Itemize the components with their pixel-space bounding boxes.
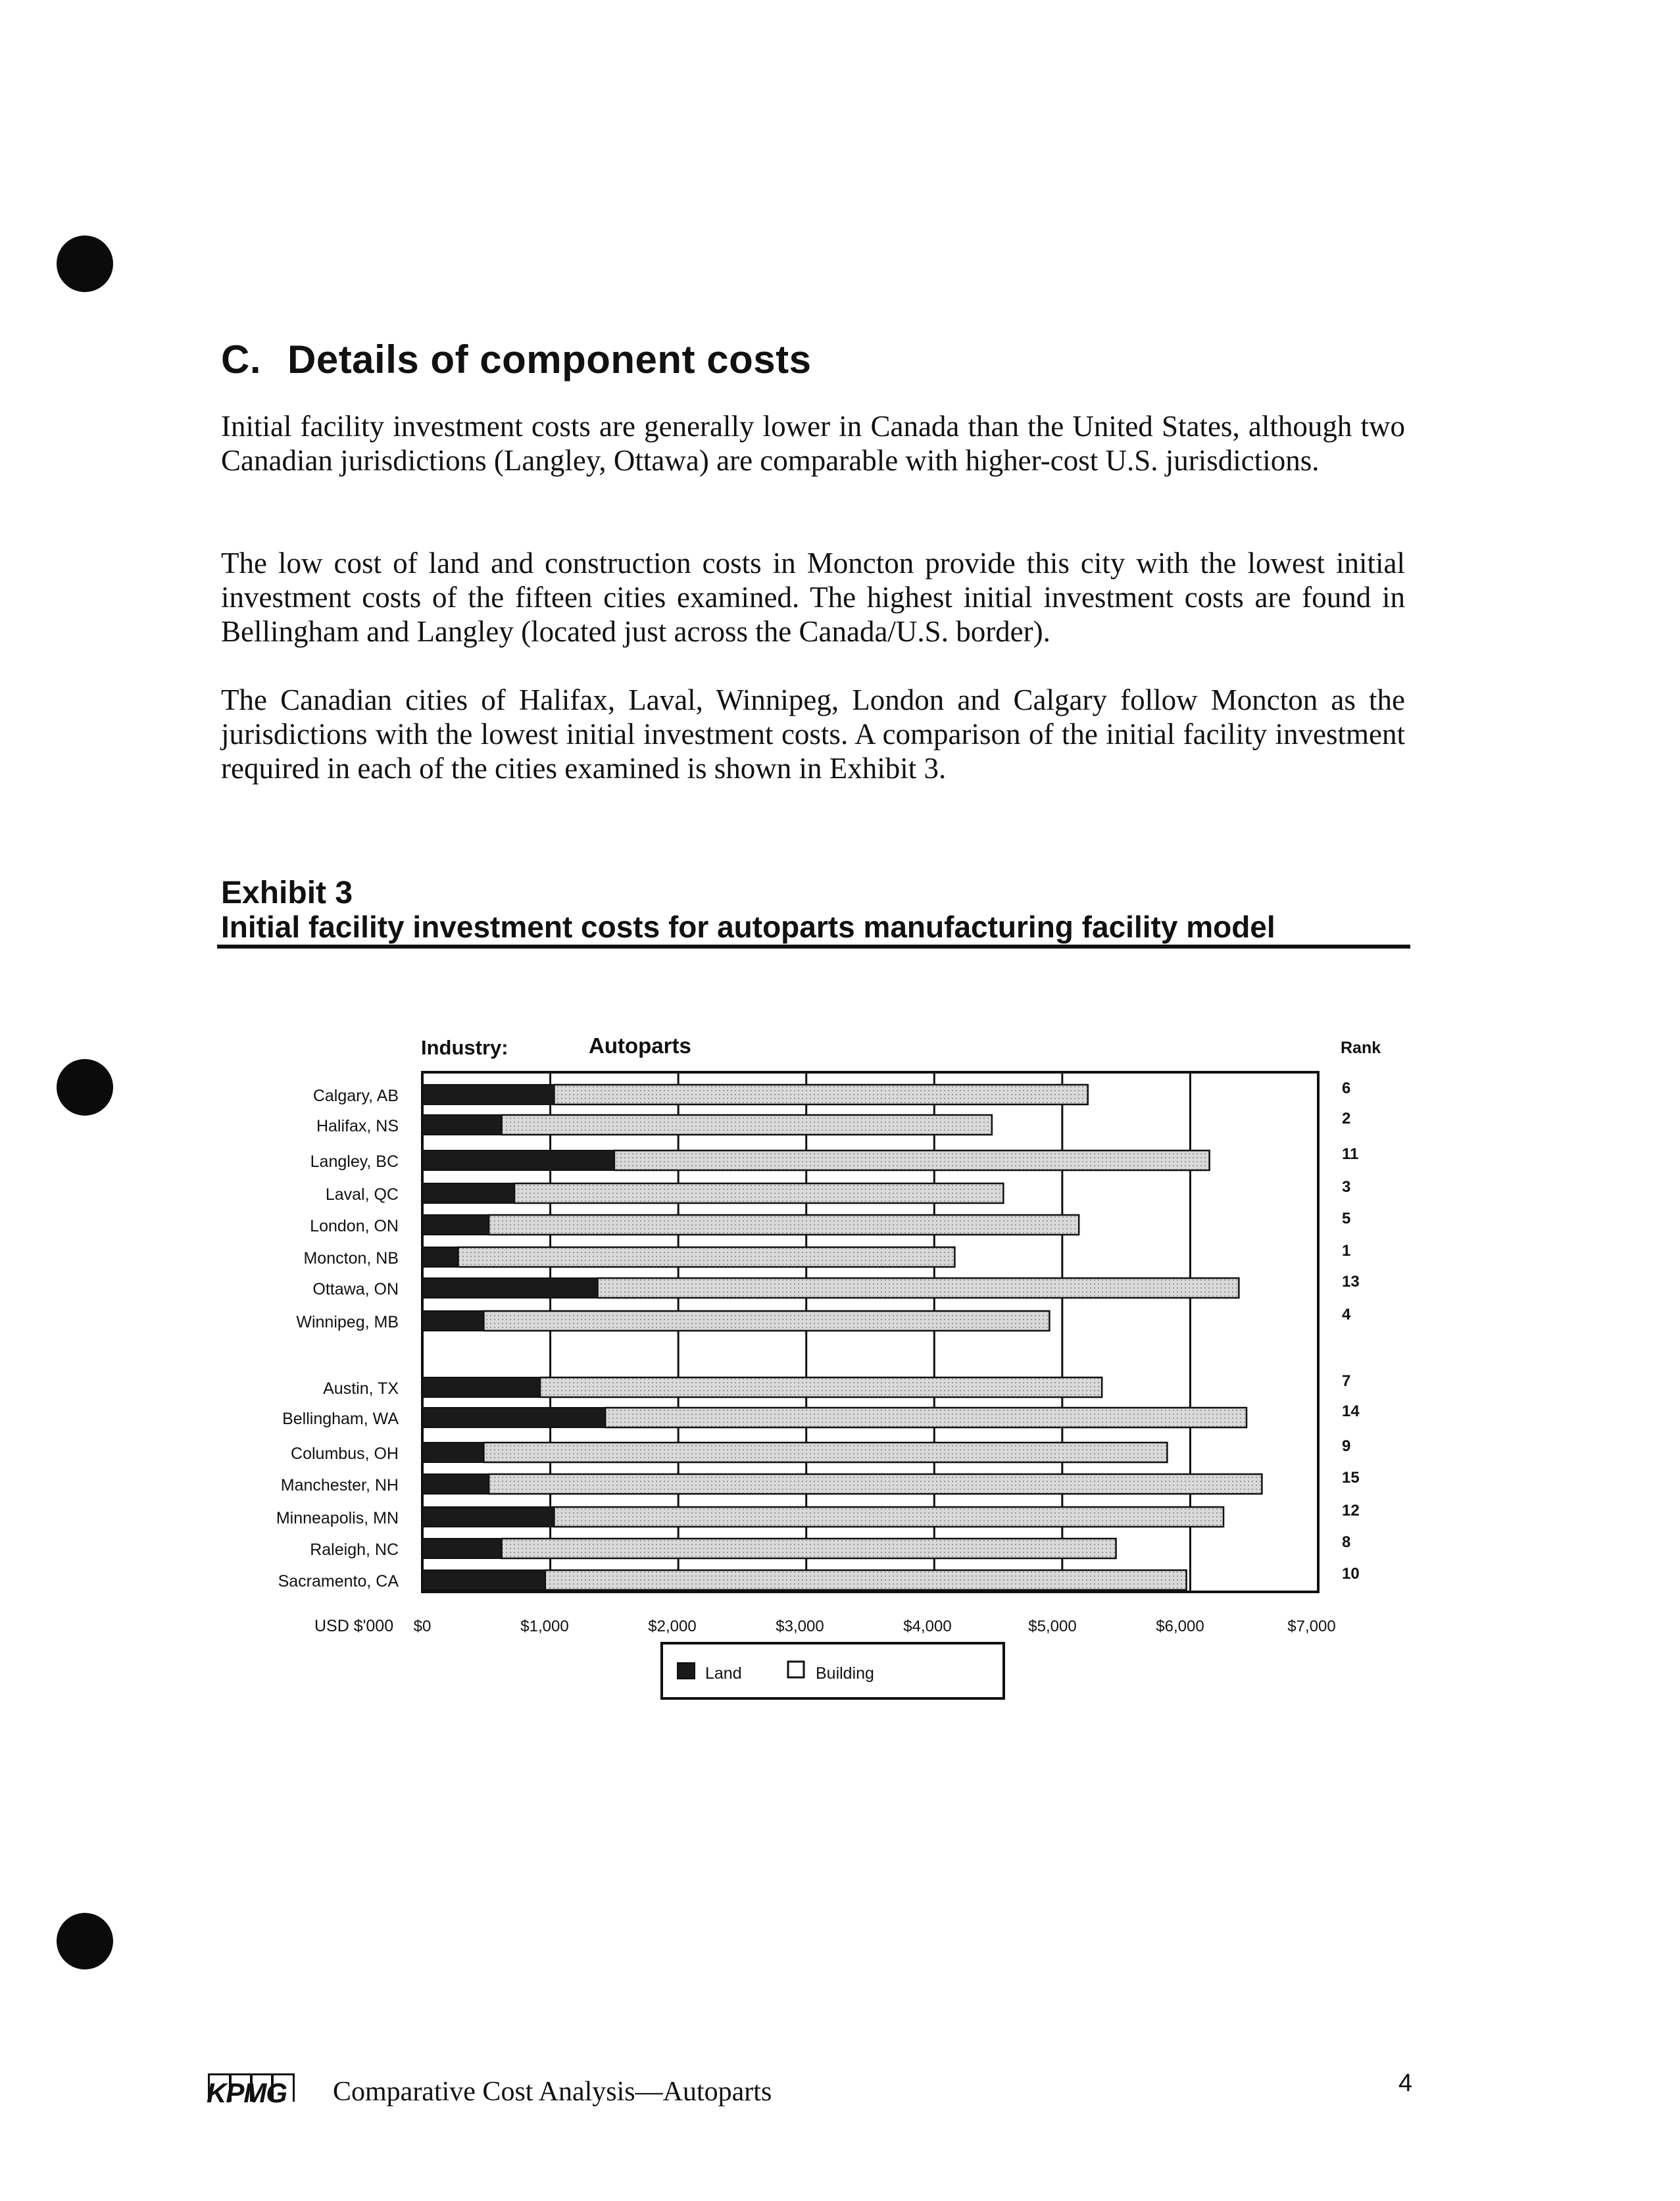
x-tick-label: $1,000 — [520, 1618, 569, 1635]
building-bar — [605, 1408, 1247, 1427]
land-bar — [422, 1115, 502, 1135]
rank-value: 1 — [1342, 1242, 1351, 1260]
city-label: Langley, BC — [310, 1152, 399, 1171]
punch-hole-bottom — [57, 1913, 113, 1969]
city-label: Ottawa, ON — [312, 1280, 399, 1298]
rank-value: 5 — [1342, 1210, 1351, 1227]
building-bar — [554, 1507, 1223, 1527]
industry-label: Industry: — [421, 1036, 508, 1059]
city-label: Raleigh, NC — [310, 1541, 399, 1559]
rank-value: 14 — [1342, 1402, 1360, 1420]
land-bar — [422, 1183, 514, 1203]
paragraph-3: The Canadian cities of Halifax, Laval, Winnipeg, London and Calgary follow Moncton as the jurisdictions with the lowest initial investment costs. A comparison of the initial facility investment required in each of the cities examined is shown in Exhibit 3. — [221, 683, 1405, 785]
land-bar — [422, 1377, 540, 1397]
legend-label-building: Building — [816, 1664, 874, 1683]
rank-value: 9 — [1342, 1437, 1351, 1455]
building-bar — [483, 1443, 1167, 1462]
city-label: Halifax, NS — [316, 1117, 399, 1135]
legend-label-land: Land — [705, 1664, 742, 1683]
x-tick-label: $2,000 — [648, 1618, 697, 1635]
city-label: Manchester, NH — [280, 1476, 399, 1495]
building-bar — [545, 1570, 1187, 1590]
rank-header: Rank — [1341, 1039, 1381, 1057]
industry-value: Autoparts — [589, 1033, 691, 1058]
land-bar — [422, 1507, 554, 1527]
land-bar — [422, 1443, 483, 1462]
city-label: Calgary, AB — [312, 1087, 399, 1105]
city-label: Columbus, OH — [291, 1445, 399, 1463]
legend-swatch-land — [678, 1663, 695, 1679]
rank-value: 8 — [1342, 1533, 1351, 1551]
building-bar — [458, 1247, 954, 1267]
page-number: 4 — [1398, 2069, 1413, 2097]
paragraph-1: Initial facility investment costs are generally lower in Canada than the United States, although two Canadian jurisdictions (Langley, Ottawa) are comparable with higher-cost U.S. jurisdictions. — [221, 410, 1405, 477]
city-label: Moncton, NB — [303, 1249, 399, 1268]
rank-value: 12 — [1342, 1502, 1360, 1520]
building-bar — [502, 1115, 992, 1135]
city-label: Bellingham, WA — [282, 1410, 399, 1428]
x-tick-label: $5,000 — [1028, 1618, 1077, 1635]
kpmg-logo: KPMG — [207, 2073, 296, 2105]
building-bar — [540, 1377, 1102, 1397]
footer-text: Comparative Cost Analysis—Autoparts — [333, 2077, 772, 2107]
land-bar — [422, 1278, 598, 1298]
land-bar — [422, 1570, 545, 1590]
building-bar — [502, 1539, 1116, 1558]
x-tick-label: $3,000 — [776, 1618, 824, 1635]
land-bar — [422, 1474, 489, 1494]
exhibit-label: Exhibit 3 — [221, 876, 353, 910]
building-bar — [514, 1183, 1003, 1203]
city-label: Laval, QC — [325, 1185, 399, 1204]
city-label: London, ON — [310, 1217, 399, 1235]
land-bar — [422, 1408, 605, 1427]
rank-value: 2 — [1342, 1110, 1351, 1127]
section-title: Details of component costs — [287, 337, 812, 382]
rank-value: 11 — [1342, 1145, 1359, 1163]
land-bar — [422, 1539, 502, 1558]
x-tick-label: $0 — [413, 1618, 432, 1635]
rank-value: 3 — [1342, 1178, 1351, 1196]
building-bar — [554, 1085, 1087, 1104]
city-label: Sacramento, CA — [278, 1572, 399, 1591]
rank-value: 15 — [1342, 1469, 1360, 1487]
city-label: Austin, TX — [323, 1379, 399, 1398]
section-letter: C. — [221, 337, 261, 382]
city-label: Minneapolis, MN — [276, 1509, 399, 1527]
exhibit-title: Initial facility investment costs for autoparts manufacturing facility model — [221, 910, 1275, 944]
building-bar — [614, 1150, 1210, 1170]
rank-value: 7 — [1342, 1372, 1351, 1390]
x-tick-label: $7,000 — [1287, 1618, 1336, 1635]
rank-value: 13 — [1342, 1273, 1360, 1291]
land-bar — [422, 1311, 483, 1331]
land-bar — [422, 1150, 614, 1170]
rank-value: 4 — [1342, 1306, 1351, 1323]
building-bar — [598, 1278, 1239, 1298]
x-tick-label: $6,000 — [1156, 1618, 1204, 1635]
units-label: USD $'000 — [314, 1617, 394, 1635]
rank-value: 10 — [1342, 1565, 1360, 1583]
legend-swatch-building — [788, 1662, 804, 1677]
land-bar — [422, 1215, 489, 1235]
building-bar — [489, 1215, 1079, 1235]
land-bar — [422, 1247, 458, 1267]
rank-value: 6 — [1342, 1079, 1351, 1097]
building-bar — [489, 1474, 1262, 1494]
paragraph-2: The low cost of land and construction costs in Moncton provide this city with the lowest initial investment costs of the fifteen cities examined. The highest initial investment costs are found in Bellingham and Langley (located just across the Canada/U.S. border). — [221, 547, 1405, 648]
x-tick-label: $4,000 — [903, 1618, 952, 1635]
land-bar — [422, 1085, 554, 1104]
city-label: Winnipeg, MB — [296, 1313, 399, 1331]
building-bar — [483, 1311, 1049, 1331]
